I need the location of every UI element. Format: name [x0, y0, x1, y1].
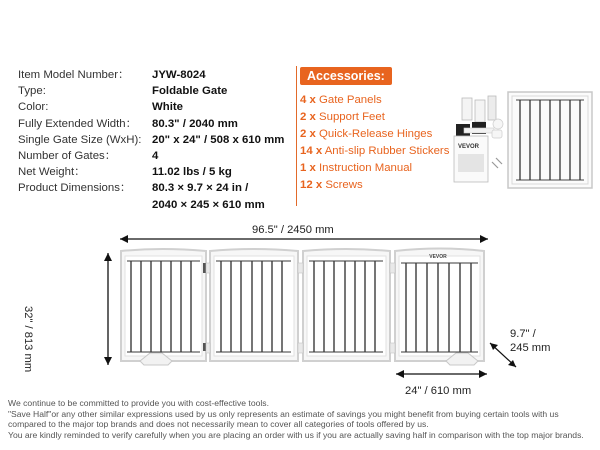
- accessory-name: Instruction Manual: [315, 162, 413, 174]
- spec-row: [18, 197, 300, 213]
- panel-width-arrow: [396, 370, 487, 378]
- accessory-item: [300, 109, 449, 126]
- spec-value: 4: [152, 150, 159, 163]
- gate-panel: [121, 249, 207, 361]
- disclaimer-line: We continue to be committed to provide you with cost-effective tools.: [8, 398, 269, 408]
- section-divider: [296, 66, 297, 206]
- spec-row: [18, 67, 300, 83]
- spec-value: JYW-8024: [152, 69, 206, 81]
- spec-row: [18, 148, 300, 164]
- hinges-image: [456, 122, 494, 136]
- spec-label: Item Model Number：: [18, 69, 130, 81]
- accessory-qty: 12 x: [300, 179, 323, 191]
- spec-row: [18, 99, 300, 115]
- disclaimer-line: "Save Half"or any other similar expressions used by us only represents an estimate of savings you might benefit from buying certain tools with us: [8, 408, 559, 419]
- support-feet-image: [462, 96, 496, 122]
- gate-dimension-diagram: [0, 225, 600, 395]
- spec-row: [18, 164, 300, 180]
- accessory-name: Support Feet: [315, 111, 385, 123]
- gate-panels: [121, 249, 484, 362]
- spec-label: Number of Gates：: [18, 150, 117, 163]
- spec-value: 11.02 lbs / 5 kg: [152, 166, 232, 179]
- accessory-qty: 2 x: [300, 128, 316, 140]
- spec-label: Product Dimensions：: [18, 182, 132, 195]
- spec-value: 80.3" / 2040 mm: [152, 117, 238, 130]
- disclaimer-line: You are kindly reminded to verify carefully when you are placing an order with us if you are actually saving half in comparison with the top major brands.: [8, 429, 584, 440]
- accessory-item: [300, 92, 449, 109]
- spec-value: 2040 × 245 × 610 mm: [152, 198, 265, 211]
- height-label: 32" / 813 mm: [22, 306, 34, 373]
- accessory-qty: 14 x: [300, 145, 323, 157]
- disclaimer-note: [8, 398, 598, 440]
- accessories-title: Accessories:: [300, 67, 392, 85]
- depth-label-line1: 9.7" /: [510, 328, 536, 340]
- spec-row: [18, 116, 300, 132]
- accessory-name: Gate Panels: [315, 94, 382, 106]
- accessory-name: Quick-Release Hinges: [315, 128, 433, 140]
- gate-panel: [303, 249, 390, 361]
- spec-label: Single Gate Size (WxH):: [18, 133, 142, 146]
- spec-value: White: [152, 101, 184, 114]
- accessory-item: [300, 160, 449, 177]
- depth-label-line2: 245 mm: [510, 342, 551, 354]
- instruction-manual-image: [454, 136, 488, 182]
- screws-image: [492, 158, 502, 168]
- accessory-item: [300, 177, 449, 194]
- spec-row: [18, 132, 300, 148]
- manual-brand-text: VEVOR: [458, 144, 480, 150]
- accessory-item: [300, 126, 449, 143]
- total-width-arrow: [120, 235, 488, 243]
- spec-label: [18, 197, 152, 213]
- spec-label: Net Weight：: [18, 166, 86, 179]
- accessory-name: Anti-slip Rubber Stickers: [322, 145, 450, 157]
- height-arrow: [104, 253, 112, 365]
- spec-label: Type:: [18, 85, 46, 98]
- gate-panel: [210, 249, 298, 361]
- accessories-list: [300, 92, 449, 194]
- gate-brand-label: VEVOR: [429, 254, 447, 260]
- spec-row: [18, 180, 300, 196]
- spec-value: Foldable Gate: [152, 85, 228, 98]
- gate-panel-image: [508, 92, 592, 188]
- spec-value: 80.3 × 9.7 × 24 in /: [152, 182, 249, 195]
- accessory-qty: 1 x: [300, 162, 316, 174]
- spec-row: [18, 83, 300, 99]
- accessory-item: [300, 143, 449, 160]
- accessory-qty: 2 x: [300, 111, 316, 123]
- spec-value: 20" x 24" / 508 x 610 mm: [152, 133, 285, 146]
- gate-panel: [395, 249, 484, 362]
- accessories-illustration: [450, 88, 600, 198]
- disclaimer-line: compared to the major top brands and does not necessarily mean to cover all categories of tools offered by us.: [8, 419, 429, 430]
- total-width-label: 96.5" / 2450 mm: [252, 224, 334, 236]
- accessory-qty: 4 x: [300, 94, 316, 106]
- spec-label: Fully Extended Width：: [18, 117, 138, 130]
- spec-label: Color:: [18, 101, 49, 114]
- spec-table: [18, 67, 300, 213]
- accessory-name: Screws: [322, 179, 363, 191]
- panel-width-label: 24" / 610 mm: [405, 385, 472, 397]
